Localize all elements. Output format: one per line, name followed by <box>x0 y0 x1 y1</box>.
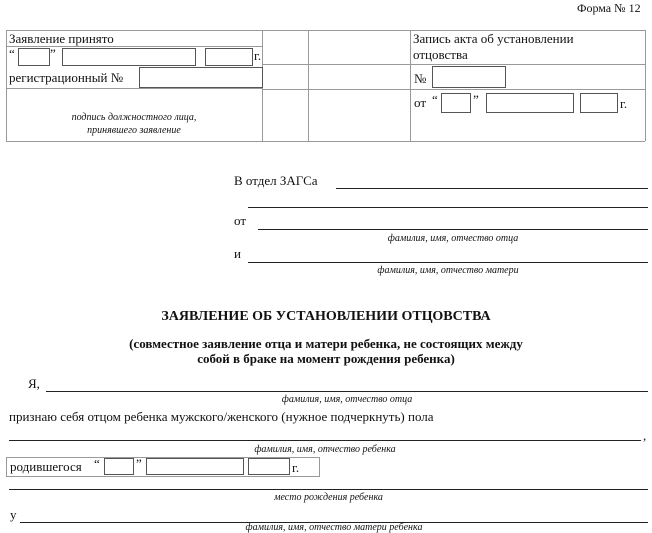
signature-caption-2: принявшего заявление <box>87 125 181 136</box>
record-day-field[interactable] <box>441 93 471 113</box>
child-caption: фамилия, имя, отчество ребенка <box>254 444 396 455</box>
born-label: родившегося <box>10 459 82 474</box>
child-name-line[interactable] <box>9 440 641 441</box>
record-month-field[interactable] <box>486 93 574 113</box>
mother-name-line[interactable] <box>248 262 648 263</box>
record-date-prefix: от <box>414 95 427 110</box>
received-day-field[interactable] <box>18 48 50 66</box>
birth-month-field[interactable] <box>146 458 244 475</box>
quote-close: ” <box>136 456 142 471</box>
received-month-field[interactable] <box>62 48 196 66</box>
record-number-field[interactable] <box>432 66 506 88</box>
zags-name-line[interactable] <box>336 188 648 189</box>
birthplace-line[interactable] <box>9 489 648 490</box>
quote-open: “ <box>432 92 438 107</box>
record-title-2: отцовства <box>413 47 468 62</box>
birth-year-field[interactable] <box>248 458 290 475</box>
zags-label: В отдел ЗАГСа <box>234 173 318 188</box>
mother-caption: фамилия, имя, отчество матери <box>377 265 519 276</box>
quote-open: “ <box>94 456 100 471</box>
record-year-field[interactable] <box>580 93 618 113</box>
birth-day-field[interactable] <box>104 458 134 475</box>
reg-label: регистрационный № <box>9 70 124 85</box>
comma: , <box>643 428 647 443</box>
from-label: от <box>234 213 247 228</box>
year-suffix: г. <box>292 460 300 475</box>
recognize-text: признаю себя отцом ребенка мужского/женского (нужное подчеркнуть) пола <box>9 409 434 424</box>
received-year-field[interactable] <box>205 48 253 66</box>
year-suffix: г. <box>254 48 262 63</box>
birthplace-caption: место рождения ребенка <box>274 492 383 503</box>
document-subtitle-2: собой в браке на момент рождения ребенка) <box>197 351 455 366</box>
body-father-caption: фамилия, имя, отчество отца <box>281 394 413 405</box>
body-father-line[interactable] <box>46 391 648 392</box>
signature-caption-1: подпись должностного лица, <box>71 112 197 123</box>
zags-name-line-2[interactable] <box>248 207 648 208</box>
form-number: Форма № 12 <box>577 1 641 15</box>
quote-close: ” <box>50 46 56 61</box>
i-label: Я, <box>28 376 40 391</box>
reg-number-field[interactable] <box>139 67 263 88</box>
father-name-line[interactable] <box>258 229 648 230</box>
record-title-1: Запись акта об установлении <box>413 31 574 46</box>
body-mother-caption: фамилия, имя, отчество матери ребенка <box>245 522 423 533</box>
quote-open: “ <box>9 46 15 61</box>
received-title: Заявление принято <box>9 31 114 46</box>
document-title: ЗАЯВЛЕНИЕ ОБ УСТАНОВЛЕНИИ ОТЦОВСТВА <box>161 309 491 324</box>
father-caption: фамилия, имя, отчество отца <box>387 233 519 244</box>
quote-close: ” <box>473 92 479 107</box>
and-label: и <box>234 246 241 261</box>
document-subtitle-1: (совместное заявление отца и матери ребенка, не состоящих между <box>129 336 523 351</box>
record-number-label: № <box>414 71 427 86</box>
year-suffix: г. <box>620 96 628 111</box>
at-label: у <box>10 507 17 522</box>
